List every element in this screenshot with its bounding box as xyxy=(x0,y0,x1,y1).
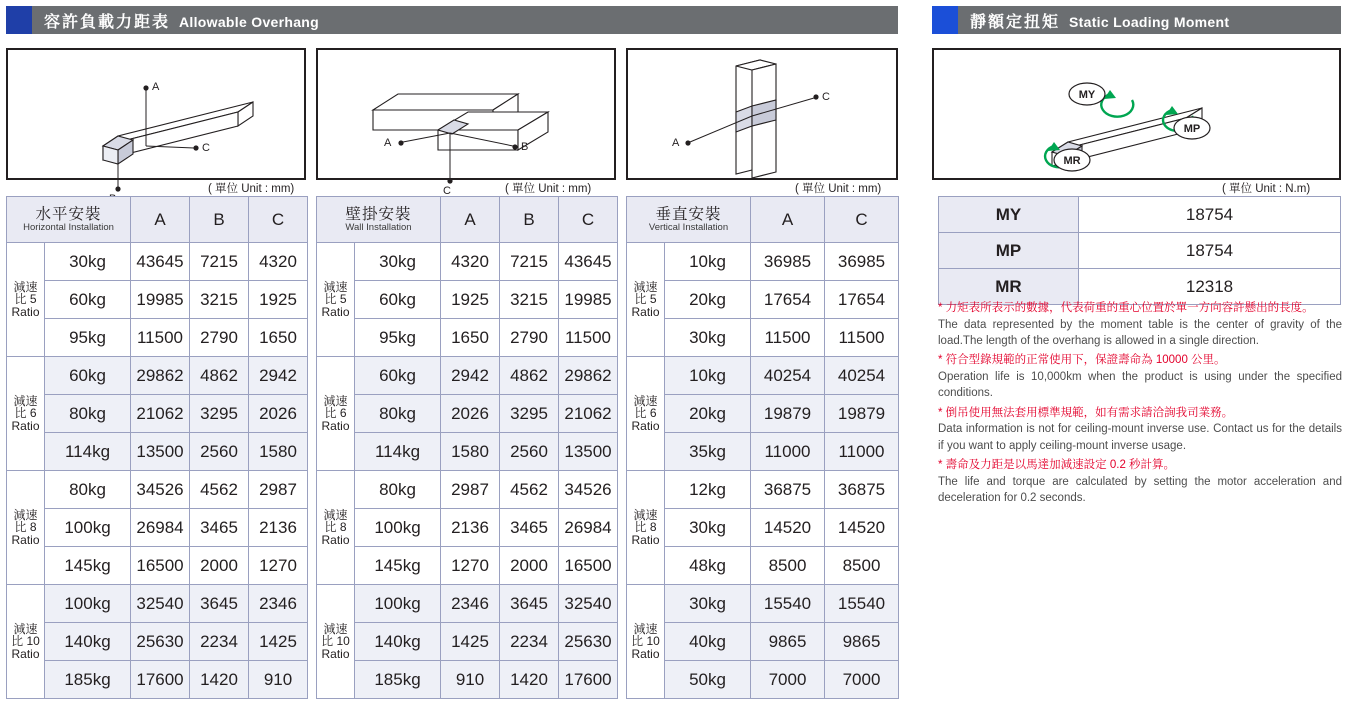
value-cell: 4320 xyxy=(441,243,500,281)
value-cell: 17600 xyxy=(131,661,190,699)
value-cell: 19985 xyxy=(131,281,190,319)
load-weight-cell: 30kg xyxy=(665,319,751,357)
load-weight-cell: 40kg xyxy=(665,623,751,661)
diagram-horizontal-installation xyxy=(6,48,306,180)
installation-type-header: 垂直安裝 Vertical Installation xyxy=(627,197,751,243)
table-row xyxy=(627,319,899,357)
section-title-en: Static Loading Moment xyxy=(1069,13,1230,30)
load-weight-cell: 114kg xyxy=(45,433,131,471)
value-cell: 13500 xyxy=(131,433,190,471)
table-header-row xyxy=(627,197,899,243)
svg-text:A: A xyxy=(672,137,680,149)
value-cell: 36985 xyxy=(825,243,899,281)
unit-caption-mm-3: ( 單位 Unit : mm) xyxy=(795,183,882,195)
svg-text:C: C xyxy=(822,91,830,103)
table-row xyxy=(627,585,899,623)
value-cell: 2942 xyxy=(441,357,500,395)
value-cell: 32540 xyxy=(559,585,618,623)
column-header-a: A xyxy=(441,197,500,243)
svg-text:A: A xyxy=(152,81,160,93)
value-cell: 8500 xyxy=(825,547,899,585)
value-cell: 11000 xyxy=(751,433,825,471)
load-weight-cell: 60kg xyxy=(45,357,131,395)
value-cell: 1425 xyxy=(441,623,500,661)
value-cell: 19879 xyxy=(751,395,825,433)
value-cell: 43645 xyxy=(131,243,190,281)
note-cn: * 壽命及力距是以馬達加減速設定 0.2 秒計算。 xyxy=(938,458,1176,471)
load-weight-cell: 10kg xyxy=(665,243,751,281)
ratio-cell: 減速 比 5 Ratio xyxy=(627,243,665,357)
value-cell: 13500 xyxy=(559,433,618,471)
table-row xyxy=(7,357,308,395)
value-cell: 7000 xyxy=(825,661,899,699)
value-cell: 2136 xyxy=(441,509,500,547)
value-cell: 11500 xyxy=(825,319,899,357)
value-cell: 1925 xyxy=(441,281,500,319)
load-weight-cell: 100kg xyxy=(355,509,441,547)
table-row xyxy=(317,661,618,699)
value-cell: 11000 xyxy=(825,433,899,471)
value-cell: 7000 xyxy=(751,661,825,699)
value-cell: 21062 xyxy=(131,395,190,433)
table-row xyxy=(7,661,308,699)
load-weight-cell: 30kg xyxy=(45,243,131,281)
svg-text:B: B xyxy=(521,141,529,153)
value-cell: 1425 xyxy=(249,623,308,661)
table-row xyxy=(627,509,899,547)
section-title-cn: 容許負載力距表 xyxy=(44,13,171,31)
value-cell: 25630 xyxy=(559,623,618,661)
value-cell: 1580 xyxy=(441,433,500,471)
load-weight-cell: 20kg xyxy=(665,281,751,319)
load-weight-cell: 140kg xyxy=(355,623,441,661)
load-weight-cell: 80kg xyxy=(355,395,441,433)
load-weight-cell: 80kg xyxy=(45,471,131,509)
value-cell: 3295 xyxy=(500,395,559,433)
table-row xyxy=(317,585,618,623)
value-cell: 3645 xyxy=(190,585,249,623)
table-row xyxy=(317,319,618,357)
column-header-c: C xyxy=(249,197,308,243)
value-cell: 2346 xyxy=(249,585,308,623)
value-cell: 2987 xyxy=(249,471,308,509)
table-row xyxy=(7,281,308,319)
note-item xyxy=(938,352,1342,401)
table-row xyxy=(7,585,308,623)
load-weight-cell: 80kg xyxy=(355,471,441,509)
svg-text:MR: MR xyxy=(1063,155,1081,167)
note-en: Data information is not for ceiling-mount inverse use. Contact us for the details if you want to apply ceiling-mount inverse usage. xyxy=(938,423,1342,452)
value-cell: 26984 xyxy=(559,509,618,547)
load-weight-cell: 100kg xyxy=(355,585,441,623)
svg-text:C: C xyxy=(202,142,210,154)
value-cell: 3215 xyxy=(500,281,559,319)
table-row xyxy=(627,395,899,433)
value-cell: 16500 xyxy=(559,547,618,585)
note-en: The life and torque are calculated by setting the motor acceleration and deceleration for 0.2 seconds. xyxy=(938,475,1342,504)
table-row xyxy=(317,433,618,471)
table-row xyxy=(317,471,618,509)
ratio-cell: 減速 比 10 Ratio xyxy=(627,585,665,699)
load-weight-cell: 100kg xyxy=(45,585,131,623)
table-vertical-installation xyxy=(626,196,899,699)
value-cell: 29862 xyxy=(131,357,190,395)
value-cell: 1420 xyxy=(190,661,249,699)
load-weight-cell: 95kg xyxy=(45,319,131,357)
value-cell: 2026 xyxy=(441,395,500,433)
table-row xyxy=(317,509,618,547)
column-header-b: B xyxy=(190,197,249,243)
table-row xyxy=(317,547,618,585)
value-cell: 4862 xyxy=(500,357,559,395)
column-header-c: C xyxy=(825,197,899,243)
value-cell: 1580 xyxy=(249,433,308,471)
value-cell: 36875 xyxy=(751,471,825,509)
unit-caption-mm-2: ( 單位 Unit : mm) xyxy=(505,183,592,195)
value-cell: 4320 xyxy=(249,243,308,281)
value-cell: 21062 xyxy=(559,395,618,433)
table-row xyxy=(627,547,899,585)
note-cn: * 符合型錄規範的正常使用下，保證壽命為 10000 公里。 xyxy=(938,354,1226,367)
value-cell: 910 xyxy=(441,661,500,699)
value-cell: 29862 xyxy=(559,357,618,395)
table-row xyxy=(627,661,899,699)
svg-text:A: A xyxy=(384,137,392,149)
value-cell: 7215 xyxy=(190,243,249,281)
value-cell: 25630 xyxy=(131,623,190,661)
table-row xyxy=(7,433,308,471)
value-cell: 910 xyxy=(249,661,308,699)
note-cn: * 倒吊使用無法套用標準規範，如有需求請洽詢我司業務。 xyxy=(938,406,1234,419)
value-cell: 2790 xyxy=(190,319,249,357)
note-item xyxy=(938,457,1342,506)
table-row xyxy=(627,357,899,395)
value-cell: 11500 xyxy=(559,319,618,357)
load-weight-cell: 95kg xyxy=(355,319,441,357)
load-weight-cell: 114kg xyxy=(355,433,441,471)
ratio-cell: 減速 比 8 Ratio xyxy=(7,471,45,585)
value-cell: 2136 xyxy=(249,509,308,547)
value-cell: 9865 xyxy=(751,623,825,661)
value-cell: 36875 xyxy=(825,471,899,509)
column-header-b: B xyxy=(500,197,559,243)
load-weight-cell: 145kg xyxy=(45,547,131,585)
value-cell: 2234 xyxy=(190,623,249,661)
value-cell: 3295 xyxy=(190,395,249,433)
column-header-c: C xyxy=(559,197,618,243)
value-cell: 19879 xyxy=(825,395,899,433)
value-cell: 32540 xyxy=(131,585,190,623)
load-weight-cell: 30kg xyxy=(665,585,751,623)
diagram-vertical-installation xyxy=(626,48,898,180)
column-header-a: A xyxy=(131,197,190,243)
value-cell: 15540 xyxy=(825,585,899,623)
note-en: Operation life is 10,000km when the product is using under the specified conditions. xyxy=(938,371,1342,400)
value-cell: 43645 xyxy=(559,243,618,281)
note-cn: * 力矩表所表示的數據，代表荷重的重心位置於單一方向容許懸出的長度。 xyxy=(938,302,1314,314)
ratio-cell: 減速 比 10 Ratio xyxy=(7,585,45,699)
notes-block xyxy=(938,300,1342,509)
value-cell: 4862 xyxy=(190,357,249,395)
moment-key: MR xyxy=(939,269,1079,305)
svg-text:C: C xyxy=(443,185,451,197)
moment-value: 18754 xyxy=(1079,233,1341,269)
load-weight-cell: 185kg xyxy=(355,661,441,699)
installation-type-header: 水平安裝 Horizontal Installation xyxy=(7,197,131,243)
table-row xyxy=(627,471,899,509)
note-item xyxy=(938,405,1342,454)
load-weight-cell: 30kg xyxy=(665,509,751,547)
table-row xyxy=(627,243,899,281)
table-header-row xyxy=(317,197,618,243)
value-cell: 2026 xyxy=(249,395,308,433)
value-cell: 34526 xyxy=(131,471,190,509)
moment-value: 12318 xyxy=(1079,269,1341,305)
value-cell: 26984 xyxy=(131,509,190,547)
value-cell: 34526 xyxy=(559,471,618,509)
table-row xyxy=(317,281,618,319)
load-weight-cell: 12kg xyxy=(665,471,751,509)
installation-type-header: 壁掛安裝 Wall Installation xyxy=(317,197,441,243)
value-cell: 4562 xyxy=(190,471,249,509)
value-cell: 1420 xyxy=(500,661,559,699)
ratio-cell: 減速 比 6 Ratio xyxy=(317,357,355,471)
table-header-row xyxy=(7,197,308,243)
value-cell: 2000 xyxy=(500,547,559,585)
note-en: The data represented by the moment table is the center of gravity of the load.The length of the overhang is allowed in a single direction. xyxy=(938,318,1342,347)
table-row xyxy=(317,243,618,281)
ratio-cell: 減速 比 5 Ratio xyxy=(317,243,355,357)
load-weight-cell: 20kg xyxy=(665,395,751,433)
load-weight-cell: 145kg xyxy=(355,547,441,585)
value-cell: 7215 xyxy=(500,243,559,281)
value-cell: 9865 xyxy=(825,623,899,661)
ratio-cell: 減速 比 6 Ratio xyxy=(627,357,665,471)
moment-key: MY xyxy=(939,197,1079,233)
load-weight-cell: 50kg xyxy=(665,661,751,699)
value-cell: 2346 xyxy=(441,585,500,623)
load-weight-cell: 60kg xyxy=(355,281,441,319)
value-cell: 2790 xyxy=(500,319,559,357)
value-cell: 16500 xyxy=(131,547,190,585)
table-row xyxy=(7,395,308,433)
table-row xyxy=(7,623,308,661)
table-static-loading-moment xyxy=(938,196,1341,305)
table-row xyxy=(7,547,308,585)
svg-text:MP: MP xyxy=(1183,123,1201,135)
load-weight-cell: 100kg xyxy=(45,509,131,547)
value-cell: 1650 xyxy=(441,319,500,357)
value-cell: 8500 xyxy=(751,547,825,585)
load-weight-cell: 48kg xyxy=(665,547,751,585)
load-weight-cell: 140kg xyxy=(45,623,131,661)
value-cell: 2234 xyxy=(500,623,559,661)
load-weight-cell: 30kg xyxy=(355,243,441,281)
value-cell: 1270 xyxy=(249,547,308,585)
load-weight-cell: 10kg xyxy=(665,357,751,395)
svg-text:MY: MY xyxy=(1078,89,1096,101)
value-cell: 11500 xyxy=(751,319,825,357)
note-item xyxy=(938,300,1342,349)
moment-row xyxy=(939,197,1341,233)
moment-value: 18754 xyxy=(1079,197,1341,233)
moment-row xyxy=(939,233,1341,269)
ratio-cell: 減速 比 6 Ratio xyxy=(7,357,45,471)
load-weight-cell: 35kg xyxy=(665,433,751,471)
value-cell: 3465 xyxy=(500,509,559,547)
header-color-mark-icon xyxy=(6,6,32,34)
load-weight-cell: 60kg xyxy=(45,281,131,319)
value-cell: 3465 xyxy=(190,509,249,547)
value-cell: 3645 xyxy=(500,585,559,623)
value-cell: 14520 xyxy=(825,509,899,547)
section-title-cn: 靜額定扭矩 xyxy=(970,13,1061,31)
diagram-static-loading-moment xyxy=(932,48,1341,180)
section-header-allowable-overhang xyxy=(6,6,898,34)
value-cell: 17600 xyxy=(559,661,618,699)
section-header-static-loading-moment xyxy=(932,6,1341,34)
value-cell: 36985 xyxy=(751,243,825,281)
value-cell: 2560 xyxy=(190,433,249,471)
value-cell: 4562 xyxy=(500,471,559,509)
value-cell: 2942 xyxy=(249,357,308,395)
ratio-cell: 減速 比 5 Ratio xyxy=(7,243,45,357)
table-row xyxy=(627,623,899,661)
value-cell: 11500 xyxy=(131,319,190,357)
value-cell: 1925 xyxy=(249,281,308,319)
value-cell: 2560 xyxy=(500,433,559,471)
value-cell: 19985 xyxy=(559,281,618,319)
moment-key: MP xyxy=(939,233,1079,269)
load-weight-cell: 60kg xyxy=(355,357,441,395)
value-cell: 1270 xyxy=(441,547,500,585)
load-weight-cell: 80kg xyxy=(45,395,131,433)
ratio-cell: 減速 比 10 Ratio xyxy=(317,585,355,699)
table-row xyxy=(317,623,618,661)
ratio-cell: 減速 比 8 Ratio xyxy=(627,471,665,585)
table-row xyxy=(317,357,618,395)
value-cell: 40254 xyxy=(825,357,899,395)
table-row xyxy=(7,243,308,281)
value-cell: 15540 xyxy=(751,585,825,623)
load-weight-cell: 185kg xyxy=(45,661,131,699)
table-row xyxy=(7,471,308,509)
table-wall-installation xyxy=(316,196,618,699)
table-row xyxy=(627,281,899,319)
table-row xyxy=(7,319,308,357)
value-cell: 17654 xyxy=(751,281,825,319)
table-row xyxy=(317,395,618,433)
header-color-mark-icon xyxy=(932,6,958,34)
value-cell: 14520 xyxy=(751,509,825,547)
value-cell: 3215 xyxy=(190,281,249,319)
column-header-a: A xyxy=(751,197,825,243)
table-row xyxy=(627,433,899,471)
table-horizontal-installation xyxy=(6,196,308,699)
value-cell: 2987 xyxy=(441,471,500,509)
table-row xyxy=(7,509,308,547)
value-cell: 2000 xyxy=(190,547,249,585)
unit-caption-nm: ( 單位 Unit : N.m) xyxy=(1222,183,1311,195)
ratio-cell: 減速 比 8 Ratio xyxy=(317,471,355,585)
unit-caption-mm-1: ( 單位 Unit : mm) xyxy=(208,183,295,195)
value-cell: 1650 xyxy=(249,319,308,357)
value-cell: 17654 xyxy=(825,281,899,319)
value-cell: 40254 xyxy=(751,357,825,395)
section-title-en: Allowable Overhang xyxy=(179,13,320,30)
